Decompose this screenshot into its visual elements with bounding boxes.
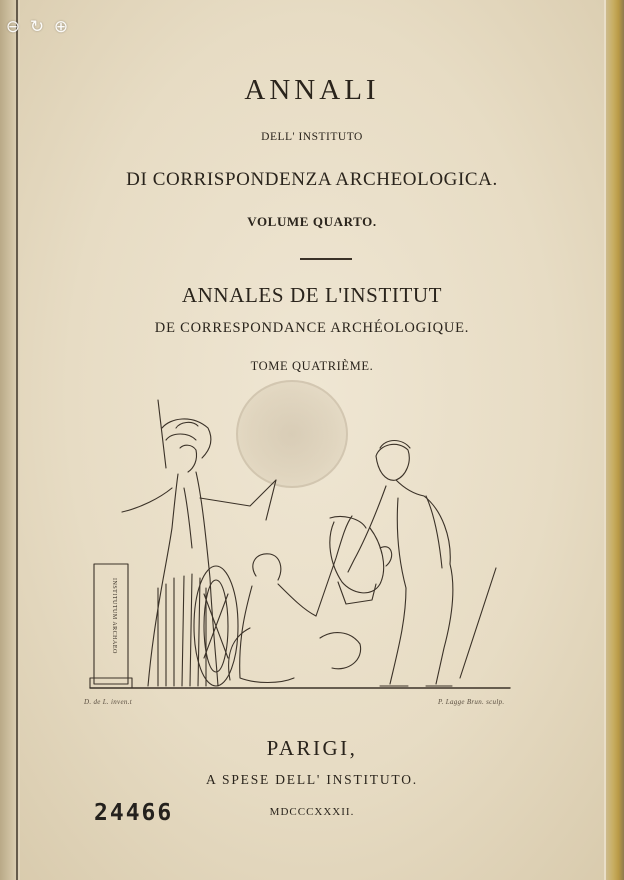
volume-french: TOME QUATRIÈME. xyxy=(250,359,374,373)
subtitle-french: DE CORRESPONDANCE ARCHÉOLOGIQUE. xyxy=(154,320,470,336)
engraving-illustration xyxy=(80,388,520,693)
subtitle-italian-line2: DI CORRISPONDENZA ARCHEOLOGICA. xyxy=(126,169,498,190)
kneeling-figure xyxy=(229,516,361,683)
imprint-city: PARIGI, xyxy=(266,736,358,760)
engraving-caption-left: D. de L. inven.t xyxy=(84,698,132,706)
zoom-in-icon[interactable]: ⊕ xyxy=(53,16,69,37)
title-italian: ANNALI xyxy=(244,74,380,106)
stele xyxy=(94,564,128,684)
subtitle-italian-line1: DELL' INSTITUTO xyxy=(261,131,363,143)
vase xyxy=(330,516,392,604)
standing-hero xyxy=(348,441,453,687)
gutter-line xyxy=(16,0,18,880)
title-french: ANNALES DE L'INSTITUT xyxy=(181,283,443,307)
spear xyxy=(460,568,496,678)
imprint-date: MDCCCXXXII. xyxy=(269,806,355,818)
shelfmark-number: 24466 xyxy=(94,800,174,826)
engraving-caption-right: P. Lagge Brun. sculp. xyxy=(438,698,505,706)
viewer-toolbar xyxy=(2,16,72,38)
athena-figure xyxy=(122,400,276,686)
divider-rule xyxy=(300,258,352,260)
reset-zoom-icon[interactable]: ↻ xyxy=(29,16,45,37)
imprint-publisher: A SPESE DELL' INSTITUTO. xyxy=(206,772,418,787)
volume-italian: VOLUME QUARTO. xyxy=(247,214,377,229)
right-binding xyxy=(606,0,624,880)
stele-inscription: INSTITUTUM ARCHAEO xyxy=(111,578,117,654)
zoom-out-icon[interactable]: ⊖ xyxy=(5,16,21,37)
